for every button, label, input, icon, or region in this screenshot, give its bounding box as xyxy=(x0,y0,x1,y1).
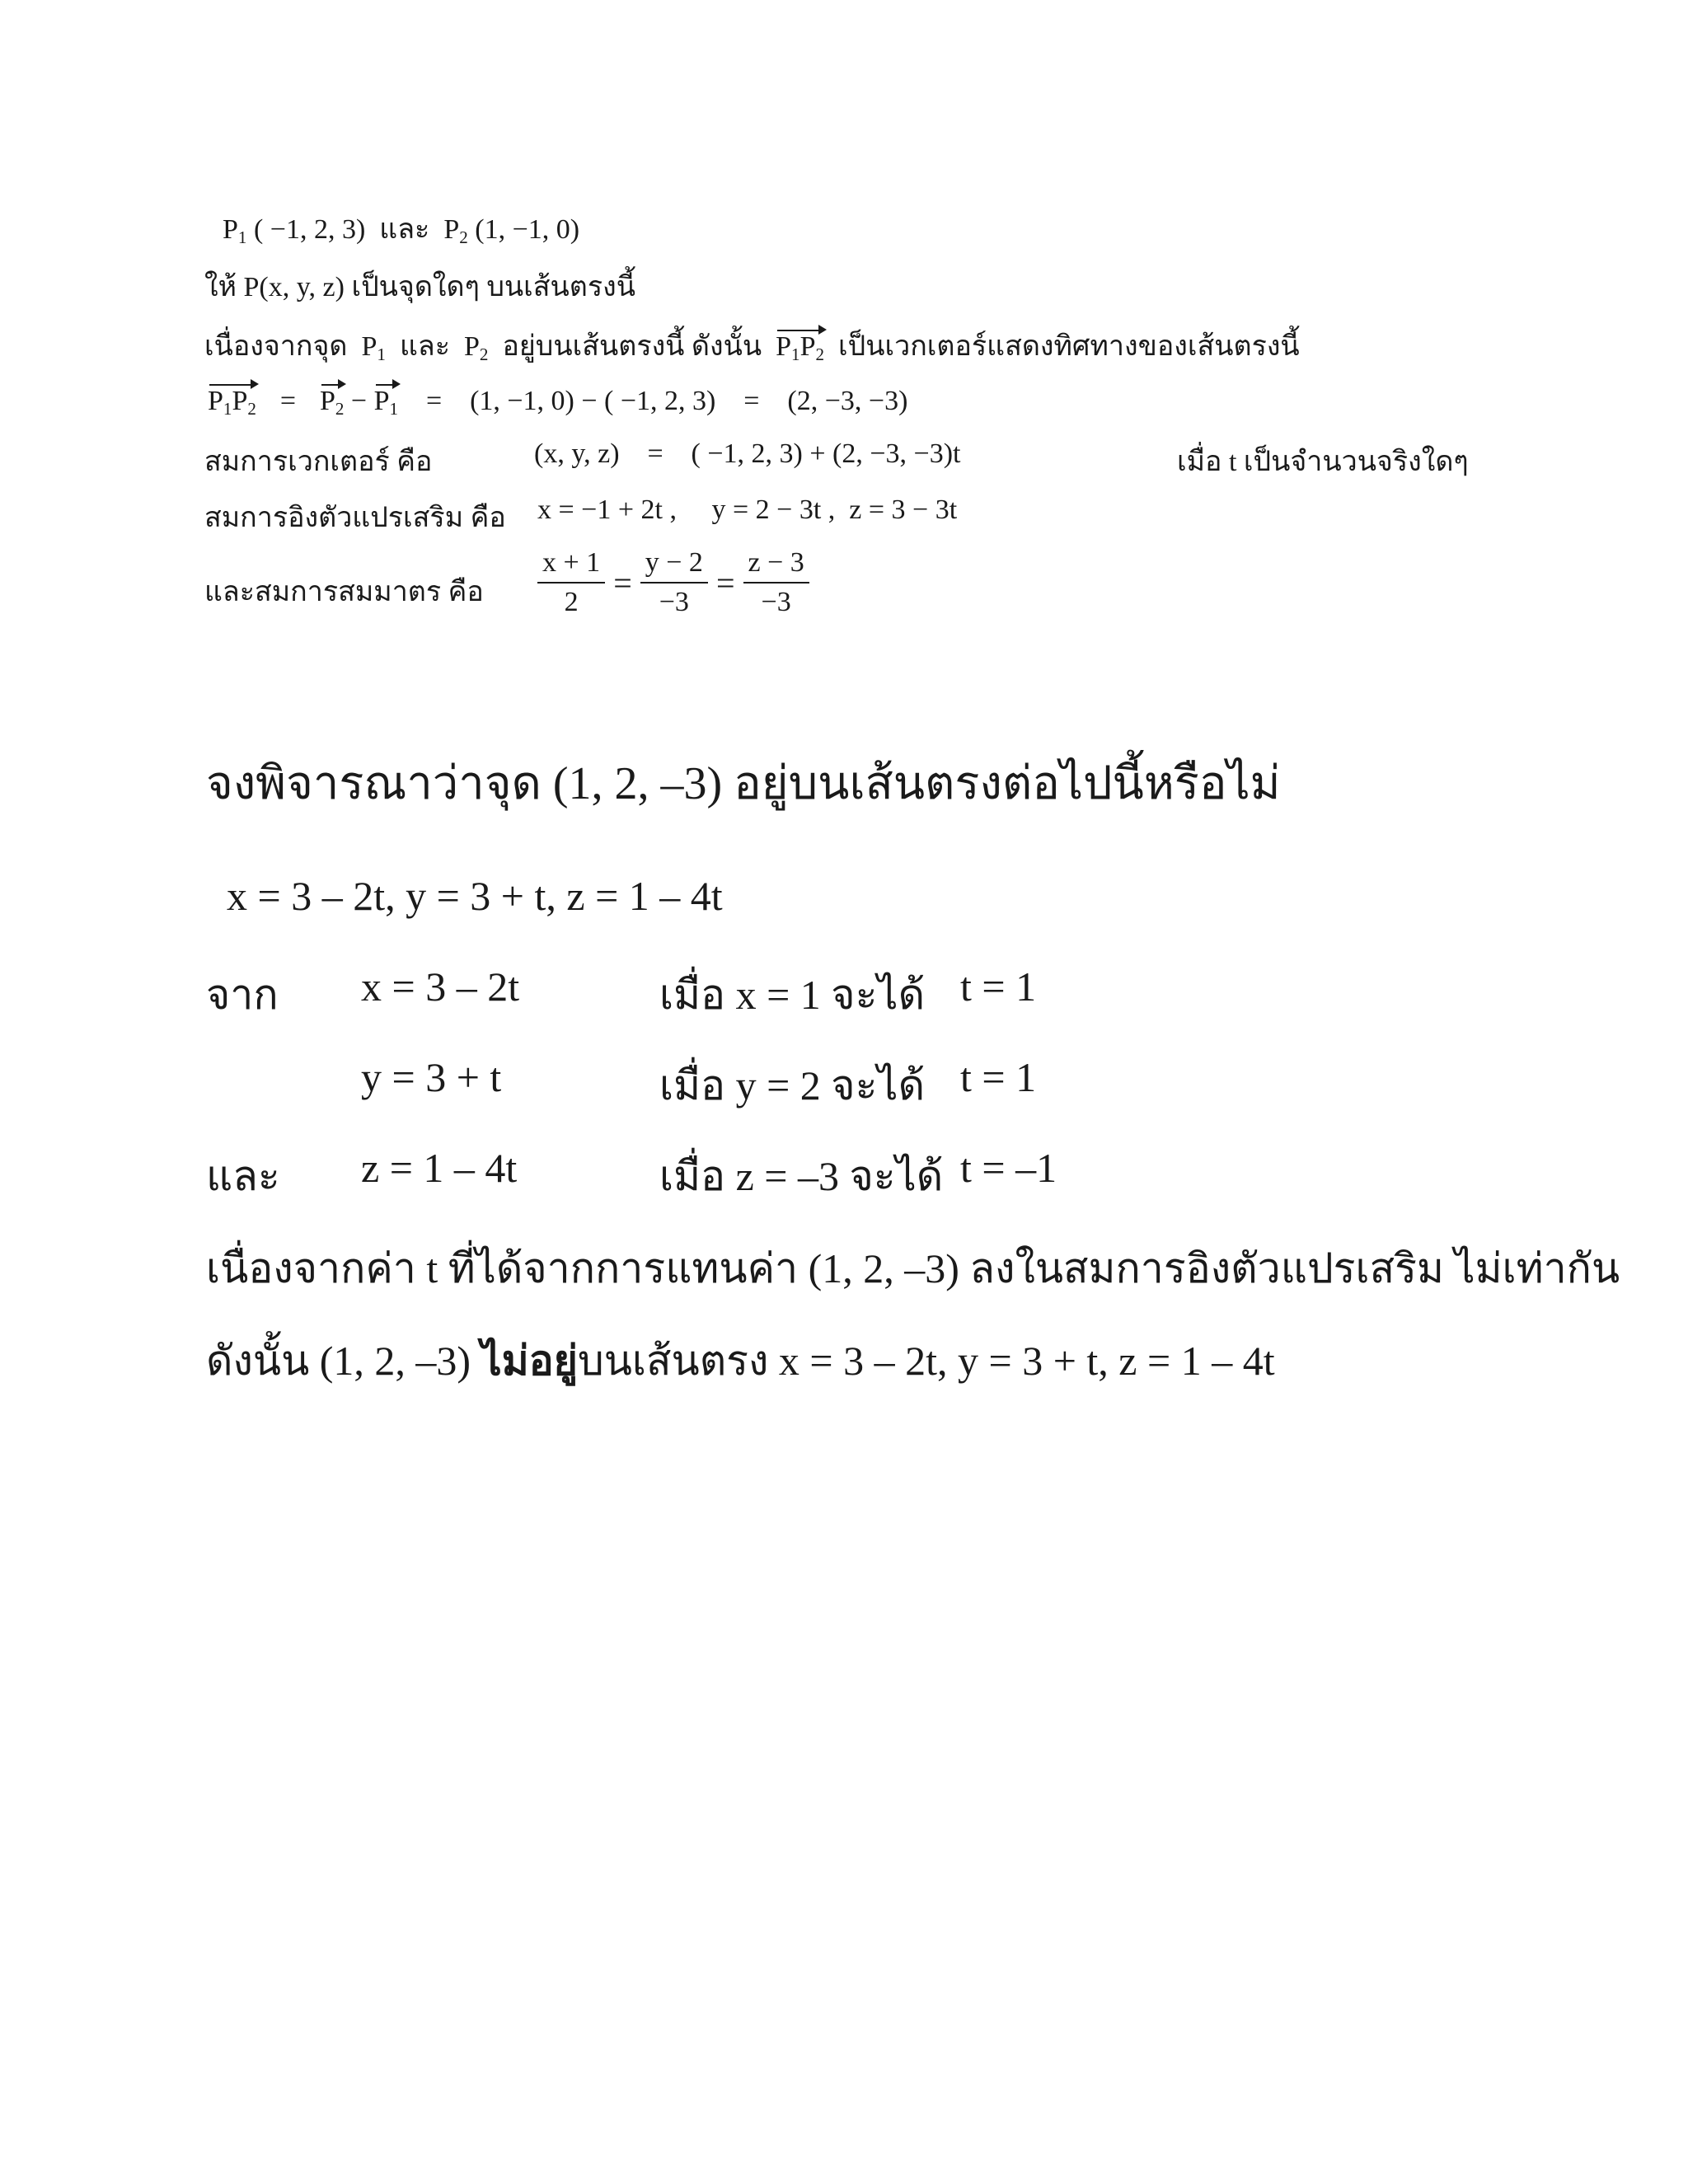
fraction-x: $\frac{x + 1}{2}$ xyxy=(537,547,605,618)
vector-eq-label: สมการเวกเตอร์ คือ xyxy=(204,447,433,477)
param-x: x = −1 + 2t , xyxy=(537,494,677,525)
param-eq-expr xyxy=(537,494,957,526)
p1-label: P xyxy=(223,214,238,245)
since-p2: P xyxy=(463,331,480,362)
minus-sign: − xyxy=(350,386,368,416)
symmetric-eq-label: และสมการสมมาตร คือ xyxy=(204,577,484,607)
problem-heading: จงพิจารณาว่าจุด (1, 2, –3) อยู่บนเส้นตรงต่อไปนี้หรือไม่ xyxy=(206,758,1281,809)
eq-sign: = xyxy=(647,438,663,469)
since-line xyxy=(204,323,1300,368)
since-text-b: อยู่บนเส้นตรงนี้ ดังนั้น xyxy=(502,331,762,362)
since-text-c: เป็นเวกเตอร์แสดงทิศทางของเส้นตรงนี้ xyxy=(838,331,1300,362)
p2-sub: 2 xyxy=(459,227,468,247)
p2-coords: (1, −1, 0) xyxy=(475,214,580,245)
vector-result: (2, −3, −3) xyxy=(787,386,908,416)
vector-eq-expr xyxy=(534,438,960,470)
vector-eq-rhs: ( −1, 2, 3) + (2, −3, −3)t xyxy=(691,438,961,469)
fraction-z: $\frac{z - 3}{-3}$ xyxy=(743,547,809,618)
vector-calc-line xyxy=(208,386,907,419)
conclusion-text-b: บนเส้นตรง x = 3 – 2t, y = 3 + t, z = 1 – 4t xyxy=(577,1338,1275,1384)
since-p2-sub: 2 xyxy=(479,344,489,364)
since-p1: P xyxy=(361,331,377,362)
eq-sign: = xyxy=(613,564,632,602)
let-point-line: ให้ P(x, y, z) เป็นจุดใดๆ บนเส้นตรงนี้ xyxy=(204,272,635,302)
p1-sub: 1 xyxy=(237,227,247,247)
conclusion-bold: ไม่อยู่ xyxy=(481,1338,578,1384)
vector-p2: $P_2$ xyxy=(319,386,345,419)
eq-sign: = xyxy=(279,386,297,416)
row-when: เมื่อ x = 1 จะได้ xyxy=(659,972,926,1018)
row-when: เมื่อ z = –3 จะได้ xyxy=(659,1153,944,1199)
row-when: เมื่อ y = 2 จะได้ xyxy=(659,1062,926,1108)
param-y: y = 2 − 3t , xyxy=(711,494,836,525)
row-equation: y = 3 + t xyxy=(361,1054,502,1100)
eq-sign: = xyxy=(743,386,760,416)
fraction-y: $\frac{y - 2}{-3}$ xyxy=(640,547,708,618)
points-line xyxy=(223,206,579,251)
eq-sign: = xyxy=(425,386,443,416)
vector-p1: $P_1$ xyxy=(373,386,399,419)
row-equation: x = 3 – 2t xyxy=(361,963,520,1010)
vector-eq-note: เมื่อ t เป็นจำนวนจริงใดๆ xyxy=(1177,447,1469,477)
row-prefix: และ xyxy=(206,1153,280,1199)
symmetric-eq-expr xyxy=(534,547,813,618)
conclusion-line-2 xyxy=(206,1329,1275,1394)
vector-p1p2: $P_1P_2$ xyxy=(776,331,825,364)
row-t-value: t = –1 xyxy=(960,1145,1057,1191)
vector-eq-lhs: (x, y, z) xyxy=(534,438,620,469)
row-prefix: จาก xyxy=(206,972,279,1018)
p1-coords: ( −1, 2, 3) xyxy=(253,214,366,245)
since-and: และ xyxy=(399,331,450,362)
since-text-a: เนื่องจากจุด xyxy=(204,331,348,362)
conclusion-line-1: เนื่องจากค่า t ที่ได้จากการแทนค่า (1, 2, –3) ลงในสมการอิงตัวแปรเสริม ไม่เท่ากัน xyxy=(206,1245,1620,1291)
param-eq-label: สมการอิงตัวแปรเสริม คือ xyxy=(204,503,506,533)
row-equation: z = 1 – 4t xyxy=(361,1145,518,1191)
row-t-value: t = 1 xyxy=(960,963,1037,1010)
and-word: และ xyxy=(379,214,430,245)
line-equation: x = 3 – 2t, y = 3 + t, z = 1 – 4t xyxy=(227,873,723,919)
row-t-value: t = 1 xyxy=(960,1054,1037,1100)
since-p1-sub: 1 xyxy=(377,344,386,364)
eq-sign: = xyxy=(715,564,735,602)
conclusion-text-a: ดังนั้น (1, 2, –3) xyxy=(206,1338,481,1384)
vector-p1p2-lhs: $P_1P_2$ xyxy=(208,386,256,419)
param-z: z = 3 − 3t xyxy=(849,494,958,525)
vector-expr: (1, −1, 0) − ( −1, 2, 3) xyxy=(470,386,716,416)
p2-label: P xyxy=(443,214,460,245)
